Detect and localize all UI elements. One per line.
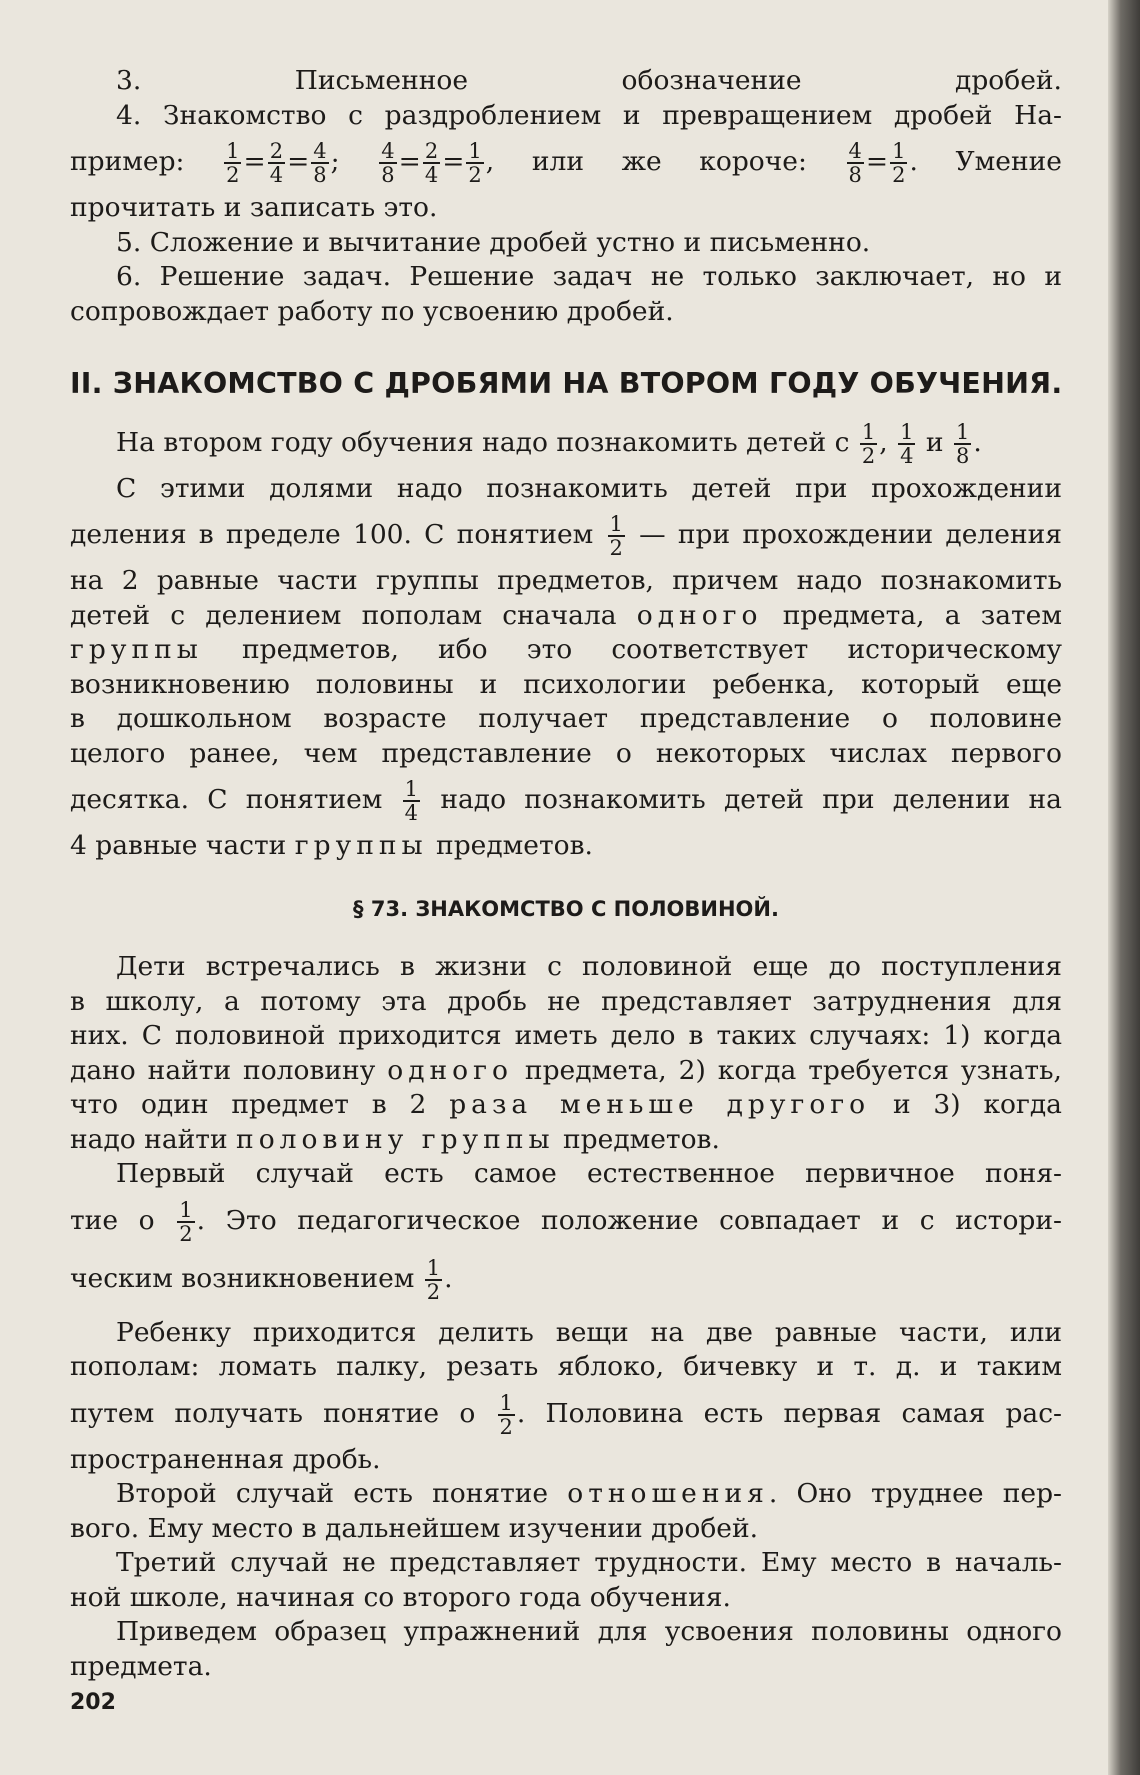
para73-e-line2: ной школе, начиная со второго года обучения. [70,1581,731,1613]
para73-a-line4: дано найти половину одного предмета, 2) когда требуется узнать, [70,1054,1062,1086]
fraction: $\frac{1}{2}$ [468,139,482,187]
fraction: $\frac{2}{4}$ [269,139,284,187]
para73-c-line4: пространенная дробь. [70,1443,381,1475]
section2-line4: детей с делением пополам сначала одного предмета, а затем [70,599,1062,631]
section2-line6: возникновению половины и психологии ребенка, который еще [70,668,1062,700]
fraction: $\frac{1}{2}$ [226,139,240,187]
page-text [70,64,1062,1684]
list-item-6-line1: 6. Решение задач. Решение задач не только заключает, но и [116,261,1062,292]
para73-f-line1: Приведем образец упражнений для усвоения половины одного [116,1616,1062,1647]
list-item-4-line3: прочитать и записать это. [70,192,438,223]
fraction: $\frac{1}{4}$ [404,777,419,825]
para73-b-line3: ческим возникновением $\frac{1}{2}$ . [70,1255,453,1304]
para73-a-line1: Дети встречались в жизни с половиной еще до поступления [116,951,1062,982]
para73-a-line2: в школу, а потому эта дробь не представляет затруднения для [70,985,1062,1017]
fraction: $\frac{1}{4}$ [900,419,914,468]
fraction: $\frac{1}{2}$ [892,139,906,187]
para73-a-line6: надо найти половину группы предметов. [70,1123,720,1155]
para73-a-line3: них. С половиной приходится иметь дело в таких случаях: 1) когда [70,1020,1062,1051]
paragraph-heading: § 73. ЗНАКОМСТВО С ПОЛОВИНОЙ. [353,896,779,921]
fraction: $\frac{2}{4}$ [424,139,439,187]
para73-e-line1: Третий случай не представляет трудности. Ему место в началь- [116,1547,1062,1578]
list-item-4-line2: пример: $\frac{1}{2}$ = $\frac{2}{4}$ = $\frac{4}{8}$ ; $\frac{4}{8}$ = $\frac{2}{4}$ = $\frac{1}{2}$ , или же короче: $\frac{4}{8}$ = $\frac{1}{2}$ . Умение [70,139,1062,187]
fraction: $\frac{1}{2}$ [179,1197,193,1246]
section-heading: II. ЗНАКОМСТВО С ДРОБЯМИ НА ВТОРОМ ГОДУ ОБУЧЕНИЯ. [70,367,1063,400]
para73-c-line1: Ребенку приходится делить вещи на две равные части, или [116,1316,1062,1348]
fraction: $\frac{1}{2}$ [861,419,876,468]
section2-intro: На втором году обучения надо познакомить детей с $\frac{1}{2}$ , $\frac{1}{4}$ и $\frac{1}{8}$ . [116,419,982,468]
page-number: 202 [70,1690,116,1715]
para73-a-line5: что один предмет в 2 раза меньше другого и 3) когда [70,1089,1062,1120]
fraction: $\frac{1}{2}$ [609,512,623,560]
page-edge-shadow [1108,0,1140,1775]
para73-b-line2: тие о $\frac{1}{2}$ . Это педагогическое положение совпадает и с истори- [70,1197,1062,1246]
para73-b-line1: Первый случай есть самое естественное первичное поня- [116,1158,1062,1189]
para73-f-line2: предмета. [70,1650,212,1682]
section2-line9: десятка. С понятием $\frac{1}{4}$ надо познакомить детей при делении на [70,777,1062,825]
para73-c-line2: пополам: ломать палку, резать яблоко, бичевку и т. д. и таким [70,1351,1062,1382]
fraction: $\frac{1}{2}$ [426,1255,441,1304]
section2-line1: С этими долями надо познакомить детей при прохождении [116,472,1062,504]
section2-line3: на 2 равные части группы предметов, причем надо познакомить [70,565,1062,596]
list-item-4-line1: 4. Знакомство с раздроблением и превращением дробей На- [116,99,1062,131]
fraction: $\frac{4}{8}$ [381,139,395,187]
section2-line5: группы предметов, ибо это соответствует историческому [70,634,1062,665]
section2-line2: деления в пределе 100. С понятием $\frac{1}{2}$ — при прохождении деления [70,512,1062,560]
list-item-6-line2: сопровождает работу по усвоению дробей. [70,295,674,327]
list-item-5: 5. Сложение и вычитание дробей устно и письменно. [116,226,871,258]
para73-d-line2: вого. Ему место в дальнейшем изучении дробей. [70,1512,759,1544]
fraction: $\frac{4}{8}$ [313,139,327,187]
para73-d-line1: Второй случай есть понятие отношения. Оно труднее пер- [116,1478,1062,1509]
list-item-3: 3. Письменное обозначение дробей. [116,65,1062,96]
fraction: $\frac{1}{8}$ [956,419,970,468]
section2-line7: в дошкольном возрасте получает представление о половине [70,703,1062,734]
section2-line10: 4 равные части группы предметов. [70,830,593,861]
fraction: $\frac{4}{8}$ [848,139,862,187]
fraction: $\frac{1}{2}$ [499,1390,513,1439]
section2-line8: целого ранее, чем представление о некоторых числах первого [70,737,1062,769]
para73-c-line3: путем получать понятие о $\frac{1}{2}$ . Половина есть первая самая рас- [70,1390,1062,1439]
